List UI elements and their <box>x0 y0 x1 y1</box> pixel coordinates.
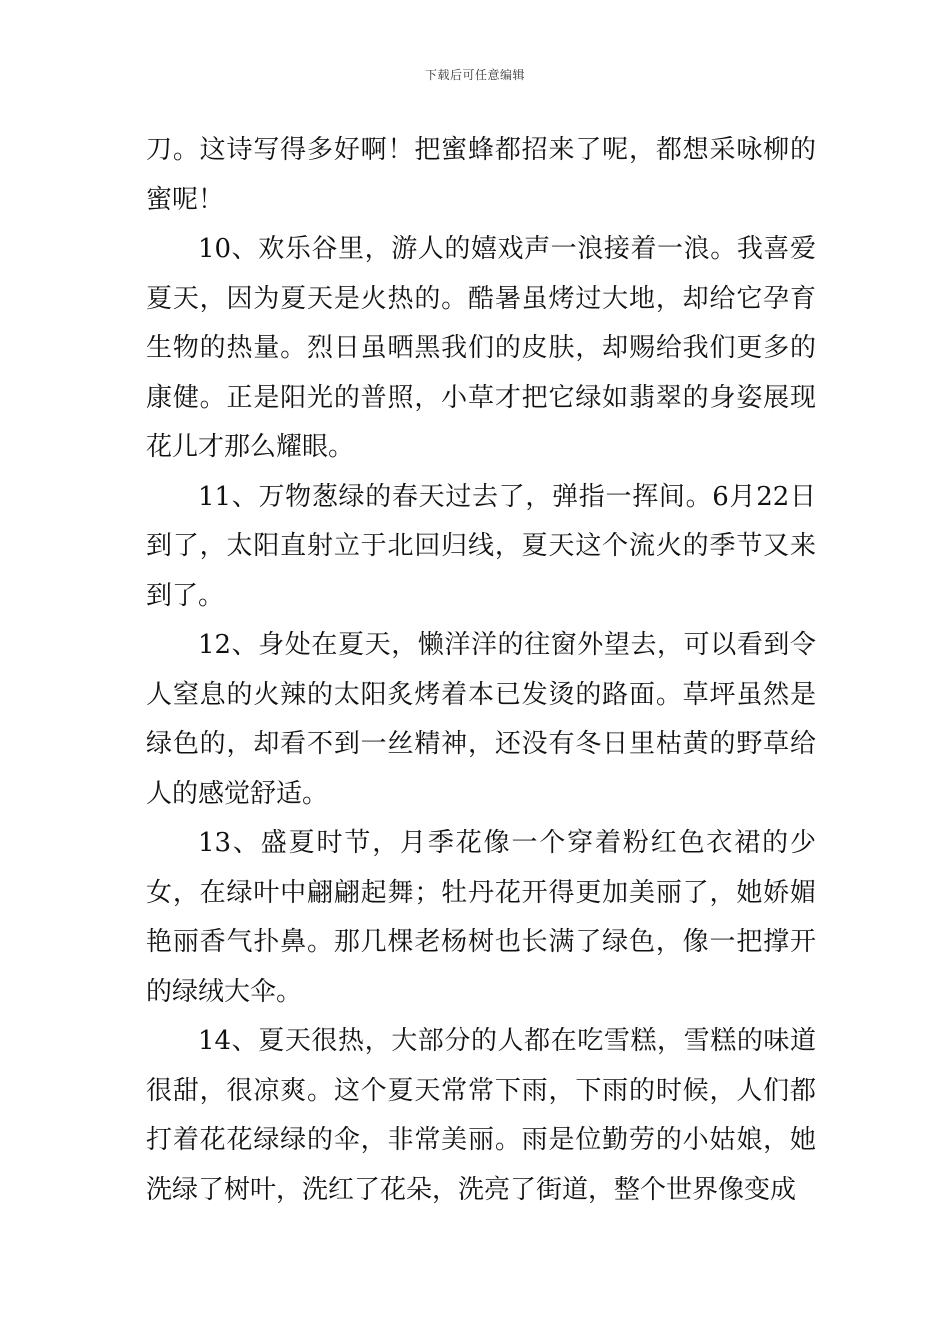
header-note: 下载后可任意编辑 <box>424 68 525 82</box>
paragraph-10: 10、欢乐谷里，游人的嬉戏声一浪接着一浪。我喜爱夏天，因为夏天是火热的。酷暑虽烤过大地，却给它孕育生物的热量。烈日虽晒黑我们的皮肤，却赐给我们更多的康健。正是阳光的普照，小草才把它绿如翡翠的身姿展现花儿才那么耀眼。 <box>146 234 816 462</box>
paragraph-12: 12、身处在夏天，懒洋洋的往窗外望去，可以看到令人窒息的火辣的太阳炙烤着本已发烫的路面。草坪虽然是绿色的，却看不到一丝精神，还没有冬日里枯黄的野草给人的感觉舒适。 <box>146 630 816 809</box>
paragraph-11: 11、万物葱绿的春天过去了，弹指一挥间。6月22日到了，太阳直射立于北回归线，夏天这个流火的季节又来到了。 <box>146 481 816 611</box>
paragraph-13: 13、盛夏时节，月季花像一个穿着粉红色衣裙的少女，在绿叶中翩翩起舞；牡丹花开得更加美丽了，她娇媚艳丽香气扑鼻。那几棵老杨树也长满了绿色，像一把撑开的绿绒大伞。 <box>146 828 816 1007</box>
document-body <box>146 126 816 1215</box>
paragraph-14: 14、夏天很热，大部分的人都在吃雪糕，雪糕的味道很甜，很凉爽。这个夏天常常下雨，下雨的时候，人们都打着花花绿绿的伞，非常美丽。雨是位勤劳的小姑娘，她洗绿了树叶，洗红了花朵，洗亮了街道，整个世界像变成 <box>146 1026 816 1205</box>
paragraph: 刀。这诗写得多好啊！把蜜蜂都招来了呢，都想采咏柳的蜜呢！ <box>146 135 816 215</box>
